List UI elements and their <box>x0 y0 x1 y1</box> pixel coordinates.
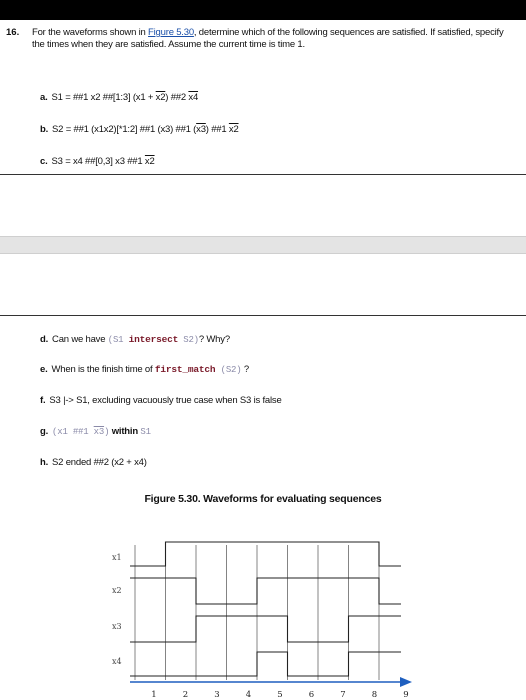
time-label: 2 <box>182 690 189 700</box>
waveform-x2 <box>130 578 401 604</box>
time-label: 6 <box>308 690 315 700</box>
item-c: c. S3 = x4 ##[0,3] x3 ##1 x2 <box>40 156 155 167</box>
time-label: 7 <box>340 690 346 700</box>
item-a: a. S1 = ##1 x2 ##[1:3] (x1 + x2) ##2 x4 <box>40 92 199 103</box>
question-intro: For the waveforms shown in Figure 5.30, determine which of the following sequences are satisfied. If satisfied, specify the times when they are satisfied. Assume the current time is time 1. <box>32 27 504 50</box>
time-label: 9 <box>403 690 409 700</box>
question-number: 16. <box>6 27 20 38</box>
time-label: 5 <box>277 690 283 700</box>
item-f: f. S3 |-> S1, excluding vacuously true case when S3 is false <box>40 395 282 406</box>
waveform-x1 <box>130 542 401 566</box>
item-d: d. Can we have (S1 intersect S2)? Why? <box>40 334 230 345</box>
time-label: 8 <box>371 690 378 700</box>
divider-bottom <box>0 315 526 316</box>
time-label: 3 <box>214 690 220 700</box>
signal-label-x4: x4 <box>112 657 122 666</box>
gray-separator-band <box>0 236 526 254</box>
item-b: b. S2 = ##1 (x1x2)[*1:2] ##1 (x3) ##1 (x3) ##1 x2 <box>40 124 239 135</box>
time-label: 1 <box>151 690 157 700</box>
item-g: g. (x1 ##1 x3) within S1 <box>40 426 151 437</box>
waveform-x4 <box>130 652 401 676</box>
top-black-bar <box>0 0 526 20</box>
waveform-figure <box>0 500 526 700</box>
item-e: e. When is the finish time of first_match (S2) ? <box>40 364 249 375</box>
waveform-x3 <box>130 616 401 642</box>
item-h: h. S2 ended ##2 (x2 + x4) <box>40 457 147 468</box>
time-axis-arrow-icon <box>400 677 412 687</box>
time-label: 4 <box>245 690 252 700</box>
signal-label-x1: x1 <box>112 553 122 562</box>
figure-title: Figure 5.30. Waveforms for evaluating sequences <box>144 493 382 505</box>
signal-label-x3: x3 <box>112 622 122 631</box>
signal-label-x2: x2 <box>112 586 122 595</box>
figure-link[interactable]: Figure 5.30 <box>148 27 194 38</box>
divider-top <box>0 174 526 175</box>
